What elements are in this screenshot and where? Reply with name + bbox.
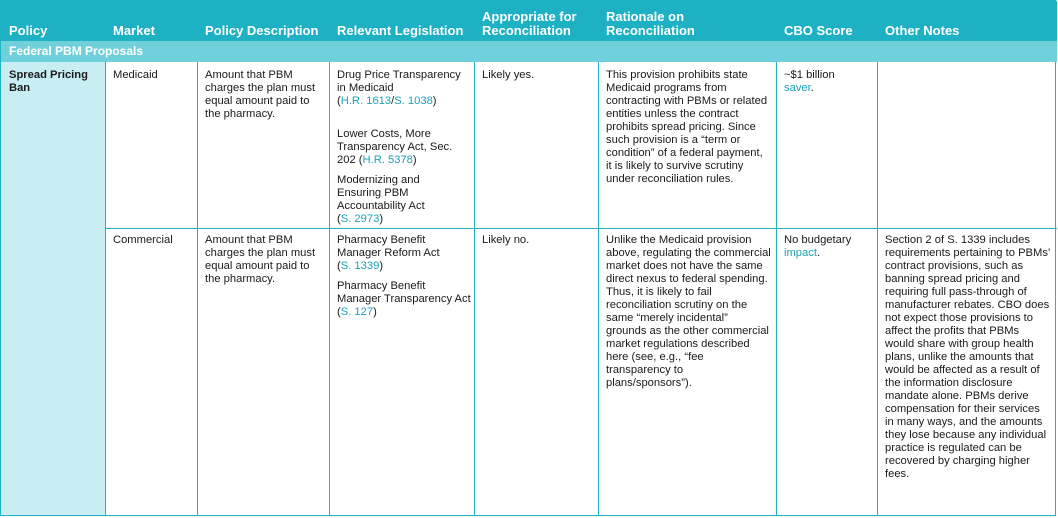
market-cell: Commercial xyxy=(113,234,173,246)
grid-line xyxy=(598,62,599,515)
section-label: Federal PBM Proposals xyxy=(9,44,144,58)
header-notes: Other Notes xyxy=(885,23,960,38)
policy-cell xyxy=(1,62,105,515)
grid-line xyxy=(877,62,878,515)
header-market: Market xyxy=(113,23,155,38)
header-policy: Policy xyxy=(9,23,48,38)
policy-name: Spread Pricing Ban xyxy=(9,69,88,94)
grid-line xyxy=(776,62,777,515)
appropriate-cell: Likely yes. xyxy=(482,69,535,81)
header-legislation: Relevant Legislation xyxy=(337,23,464,38)
legislation-title: Lower Costs, More Transparency Act, Sec. 202 xyxy=(337,128,453,166)
rationale-cell: This provision prohibits state Medicaid programs from contracting with PBMs or related entities unless the contract prohibits spread pricing. Since such provision is a “term or condition” of a federal payment, it is likely to survive scrutiny under reconciliation rules. xyxy=(606,69,768,185)
row-divider xyxy=(105,228,1057,229)
cbo-cell: No budgetary impact. xyxy=(784,234,852,259)
legislation-item: Lower Costs, More Transparency Act, Sec. 202 (H.R. 5378) xyxy=(337,128,453,166)
legislation-item: Drug Price Transparency in Medicaid (H.R. 1613/S. 1038) xyxy=(337,69,461,107)
cbo-link[interactable]: saver xyxy=(784,82,811,94)
bill-link[interactable]: H.R. 5378 xyxy=(362,154,413,166)
legislation-item: Modernizing and Ensuring PBM Accountability Act (S. 2973) xyxy=(337,174,425,225)
header-description: Policy Description xyxy=(205,23,319,38)
bill-link[interactable]: S. 127 xyxy=(340,306,374,318)
bill-link[interactable]: H.R. 1613 xyxy=(340,95,392,107)
section-band xyxy=(1,41,1057,62)
legislation-item: Pharmacy Benefit Manager Reform Act (S. 1339) xyxy=(337,234,440,272)
description-cell: Amount that PBM charges the plan must equal amount paid to the pharmacy. xyxy=(205,234,316,285)
description-cell: Amount that PBM charges the plan must equal amount paid to the pharmacy. xyxy=(205,69,316,120)
header-rationale: Rationale on Reconciliation xyxy=(606,9,695,38)
legislation-title: Drug Price Transparency in Medicaid xyxy=(337,69,461,94)
grid-line xyxy=(329,62,330,515)
bill-link[interactable]: S. 1038 xyxy=(394,95,433,107)
header-cbo: CBO Score xyxy=(784,23,853,38)
grid-line xyxy=(474,62,475,515)
appropriate-cell: Likely no. xyxy=(482,234,530,246)
grid-line xyxy=(105,62,106,515)
legislation-title: Pharmacy Benefit Manager Transparency Act xyxy=(337,280,471,305)
legislation-title: Modernizing and Ensuring PBM Accountability Act xyxy=(337,174,425,212)
bill-link[interactable]: S. 1339 xyxy=(340,260,380,272)
grid-line xyxy=(197,62,198,515)
cbo-cell: ~$1 billion saver. xyxy=(784,69,835,94)
rationale-cell: Unlike the Medicaid provision above, regulating the commercial market does not have the same direct nexus to federal spending. Thus, it is likely to fail reconciliation scrutiny on the same “merely incidental” grounds as the other commercial market regulations described here (see, e.g., “fee transparency to plans/sponsors”). xyxy=(606,234,771,389)
cbo-link[interactable]: impact xyxy=(784,247,817,259)
table-header xyxy=(1,1,1057,41)
bill-link[interactable]: S. 2973 xyxy=(340,213,380,225)
notes-cell: Section 2 of S. 1339 includes requirements pertaining to PBMs’ contract provisions, such as banning spread pricing and requiring full pass-through of manufacturer rebates. CBO does not expect those provisions to affect the profits that PBMs would share with group health plans, unlike the amounts that would be affected as a result of the information disclosure mandate alone. PBMs derive compensation for their services in many ways, and the amounts they lose because any individual practice is regulated can be recovered by charging higher fees. xyxy=(885,234,1050,480)
market-cell: Medicaid xyxy=(113,69,158,81)
header-appropriate: Appropriate for Reconciliation xyxy=(482,9,577,38)
legislation-title: Pharmacy Benefit Manager Reform Act xyxy=(337,234,440,259)
legislation-item: Pharmacy Benefit Manager Transparency Act (S. 127) xyxy=(337,280,471,318)
